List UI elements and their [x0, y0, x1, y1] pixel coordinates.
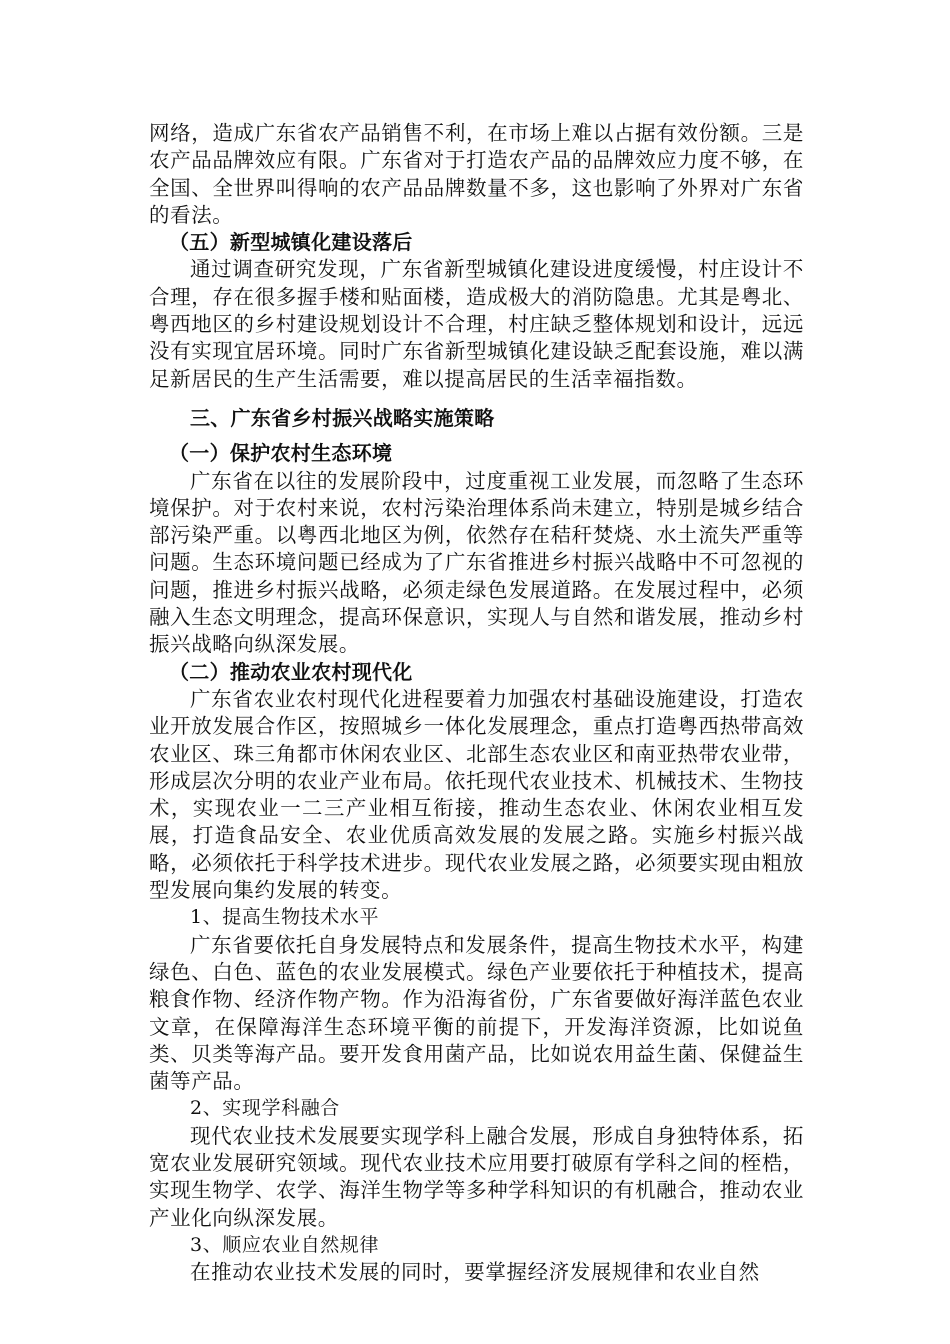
paragraph-modernization: 广东省农业农村现代化进程要着力加强农村基础设施建设，打造农业开放发展合作区，按照城乡一体化发展理念，重点打造粤西热带高效农业区、珠三角都市休闲农业区、北部生态农业区和南亚热带农业带，形成层次分明的农业产业布局。依托现代农业技术、机械技术、生物技术，实现农业一二三产业相互衔接，推动生态农业、休闲农业相互发展，打造食品安全、农业优质高效发展的发展之路。实施乡村振兴战略，必须依托于科学技术进步。现代农业发展之路，必须要实现由粗放型发展向集约发展的转变。: [149, 686, 804, 903]
paragraph-urbanization: 通过调查研究发现，广东省新型城镇化建设进度缓慢，村庄设计不合理，存在很多握手楼和贴面楼，造成极大的消防隐患。尤其是粤北、粤西地区的乡村建设规划设计不合理，村庄缺乏整体规划和设计，远远没有实现宜居环境。同时广东省新型城镇化建设缺乏配套设施，难以满足新居民的生产生活需要，难以提高居民的生活幸福指数。: [149, 257, 804, 391]
subsection-heading-1: 1、提高生物技术水平: [190, 906, 380, 929]
paragraph-natural-law: 在推动农业技术发展的同时，要掌握经济发展规律和农业自然: [190, 1260, 760, 1285]
paragraph-ecology: 广东省在以往的发展阶段中，过度重视工业发展，而忽略了生态环境保护。对于农村来说，农村污染治理体系尚未建立，特别是城乡结合部污染严重。以粤西北地区为例，依然存在秸秆焚烧、水土流失严重等问题。生态环境问题已经成为了广东省推进乡村振兴战略中不可忽视的问题，推进乡村振兴战略，必须走绿色发展道路。在发展过程中，必须融入生态文明理念，提高环保意识，实现人与自然和谐发展，推动乡村振兴战略向纵深发展。: [149, 468, 804, 657]
subsection-heading-2: 2、实现学科融合: [190, 1097, 340, 1120]
paragraph-disciplines: 现代农业技术发展要实现学科上融合发展，形成自身独特体系，拓宽农业发展研究领域。现代农业技术应用要打破原有学科之间的桎梏，实现生物学、农学、海洋生物学等多种学科知识的有机融合，推动农业产业化向纵深发展。: [149, 1123, 804, 1230]
chapter-heading-3: 三、广东省乡村振兴战略实施策略: [190, 405, 495, 430]
subsection-heading-3: 3、顺应农业自然规律: [190, 1233, 380, 1256]
section-heading-1: （一）保护农村生态环境: [169, 441, 393, 466]
document-page: [149, 120, 804, 1286]
paragraph-network: 网络，造成广东省农产品销售不利，在市场上难以占据有效份额。三是农产品品牌效应有限。广东省对于打造农产品的品牌效应力度不够，在全国、全世界叫得响的农产品品牌数量不多，这也影响了外界对广东省的看法。: [149, 121, 804, 227]
section-heading-2: （二）推动农业农村现代化: [169, 659, 413, 684]
section-heading-5: （五）新型城镇化建设落后: [169, 230, 413, 255]
paragraph-biotech: 广东省要依托自身发展特点和发展条件，提高生物技术水平，构建绿色、白色、蓝色的农业发展模式。绿色产业要依托于种植技术，提高粮食作物、经济作物产物。作为沿海省份，广东省要做好海洋蓝色农业文章，在保障海洋生态环境平衡的前提下，开发海洋资源，比如说鱼类、贝类等海产品。要开发食用菌产品，比如说农用益生菌、保健益生菌等产品。: [149, 932, 804, 1094]
